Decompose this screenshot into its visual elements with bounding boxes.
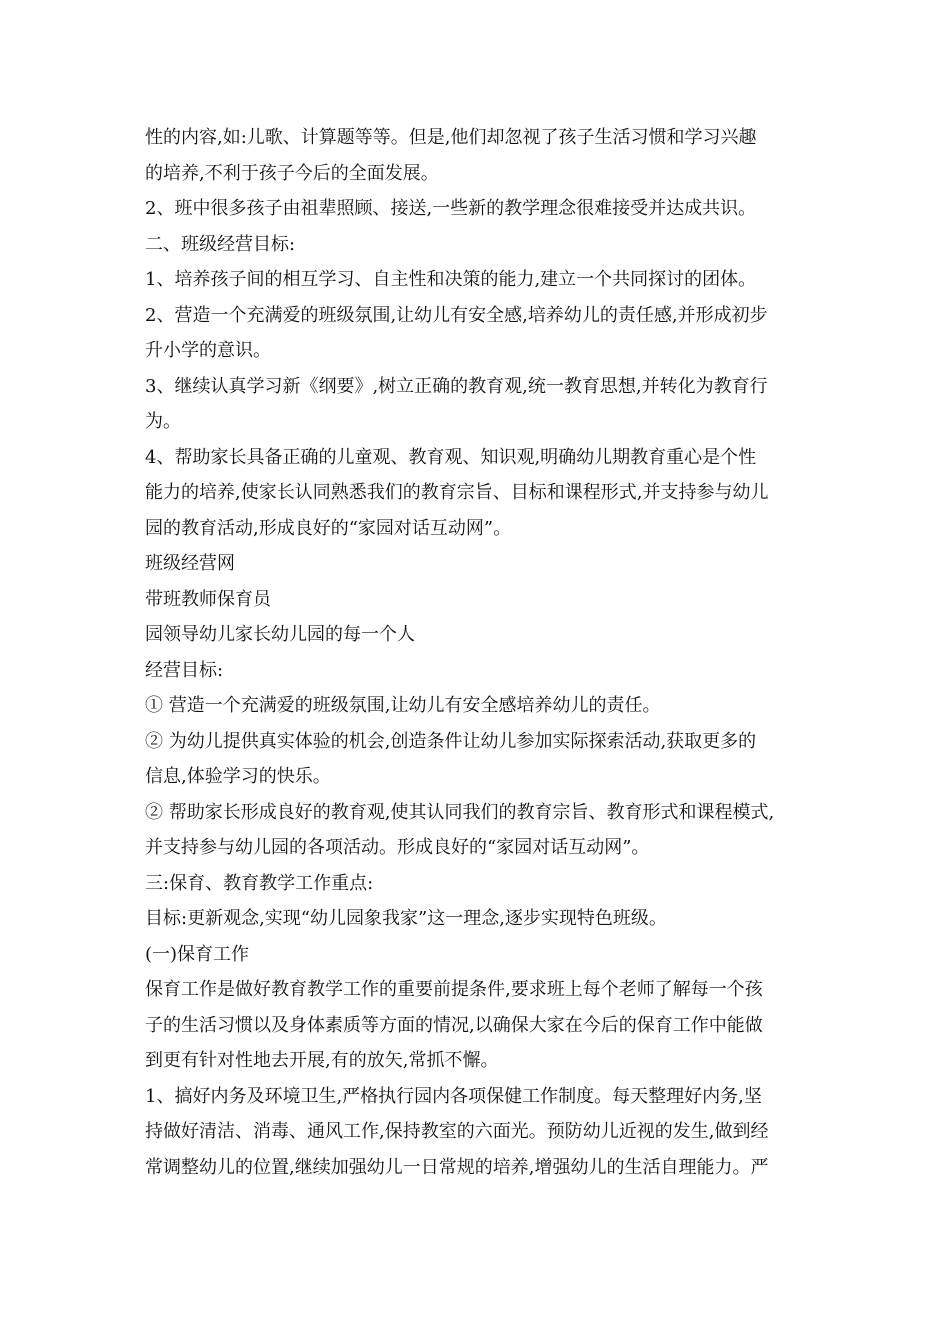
text-line: ② 帮助家长形成良好的教育观,使其认同我们的教育宗旨、教育形式和课程模式, <box>145 801 775 823</box>
text-line: 经营目标: <box>145 659 224 681</box>
text-line: 为。 <box>145 411 181 432</box>
text-line: 升小学的意识。 <box>145 340 271 361</box>
text-line: ② 为幼儿提供真实体验的机会,创造条件让幼儿参加实际探索活动,获取更多的 <box>145 730 757 752</box>
text-line: 1、培养孩子间的相互学习、自主性和决策的能力,建立一个共同探讨的团体。 <box>145 269 757 290</box>
text-line: 信息,体验学习的快乐。 <box>145 766 331 787</box>
text-line: 园领导幼儿家长幼儿园的每一个人 <box>145 624 415 645</box>
text-line: ① 营造一个充满爱的班级氛围,让幼儿有安全感培养幼儿的责任。 <box>145 695 661 716</box>
text-line: 持做好清洁、消毒、通风工作,保持教室的六面光。预防幼儿近视的发生,做到经 <box>145 1121 769 1142</box>
text-line: 园的教育活动,形成良好的“家园对话互动网”。 <box>145 517 512 539</box>
text-line: 目标:更新观念,实现“幼儿园象我家”这一理念,逐步实现特色班级。 <box>145 908 667 929</box>
text-line: 常调整幼儿的位置,继续加强幼儿一日常规的培养,增强幼儿的生活自理能力。严 <box>145 1156 769 1178</box>
text-line: 并支持参与幼儿园的各项活动。形成良好的“家园对话互动网”。 <box>145 837 650 858</box>
section-heading: 二、班级经营目标: <box>145 233 296 255</box>
text-line: 的培养,不利于孩子今后的全面发展。 <box>145 162 439 184</box>
text-line: 带班教师保育员 <box>145 588 271 610</box>
text-line: 子的生活习惯以及身体素质等方面的情况,以确保大家在今后的保育工作中能做 <box>145 1014 763 1036</box>
text-line: 保育工作是做好教育教学工作的重要前提条件,要求班上每个老师了解每一个孩 <box>145 979 763 1000</box>
document-body <box>145 120 815 1185</box>
text-line: 到更有针对性地去开展,有的放矢,常抓不懈。 <box>145 1050 499 1071</box>
text-line: 2、营造一个充满爱的班级氛围,让幼儿有安全感,培养幼儿的责任感,并形成初步 <box>145 304 768 326</box>
text-line: 4、帮助家长具备正确的儿童观、教育观、知识观,明确幼儿期教育重心是个性 <box>145 446 757 468</box>
text-line: 能力的培养,使家长认同熟悉我们的教育宗旨、目标和课程形式,并支持参与幼儿 <box>145 482 769 503</box>
text-line: 班级经营网 <box>145 553 235 574</box>
text-line: 1、搞好内务及环境卫生,严格执行园内各项保健工作制度。每天整理好内务,坚 <box>145 1085 762 1107</box>
text-line: 性的内容,如:儿歌、计算题等等。但是,他们却忽视了孩子生活习惯和学习兴趣 <box>145 127 757 148</box>
section-heading: 三:保育、教育教学工作重点: <box>145 872 374 894</box>
text-line: 2、班中很多孩子由祖辈照顾、接送,一些新的教学理念很难接受并达成共识。 <box>145 198 757 219</box>
subsection-heading: (一)保育工作 <box>145 943 250 965</box>
text-line: 3、继续认真学习新《纲要》,树立正确的教育观,统一教育思想,并转化为教育行 <box>145 375 768 397</box>
